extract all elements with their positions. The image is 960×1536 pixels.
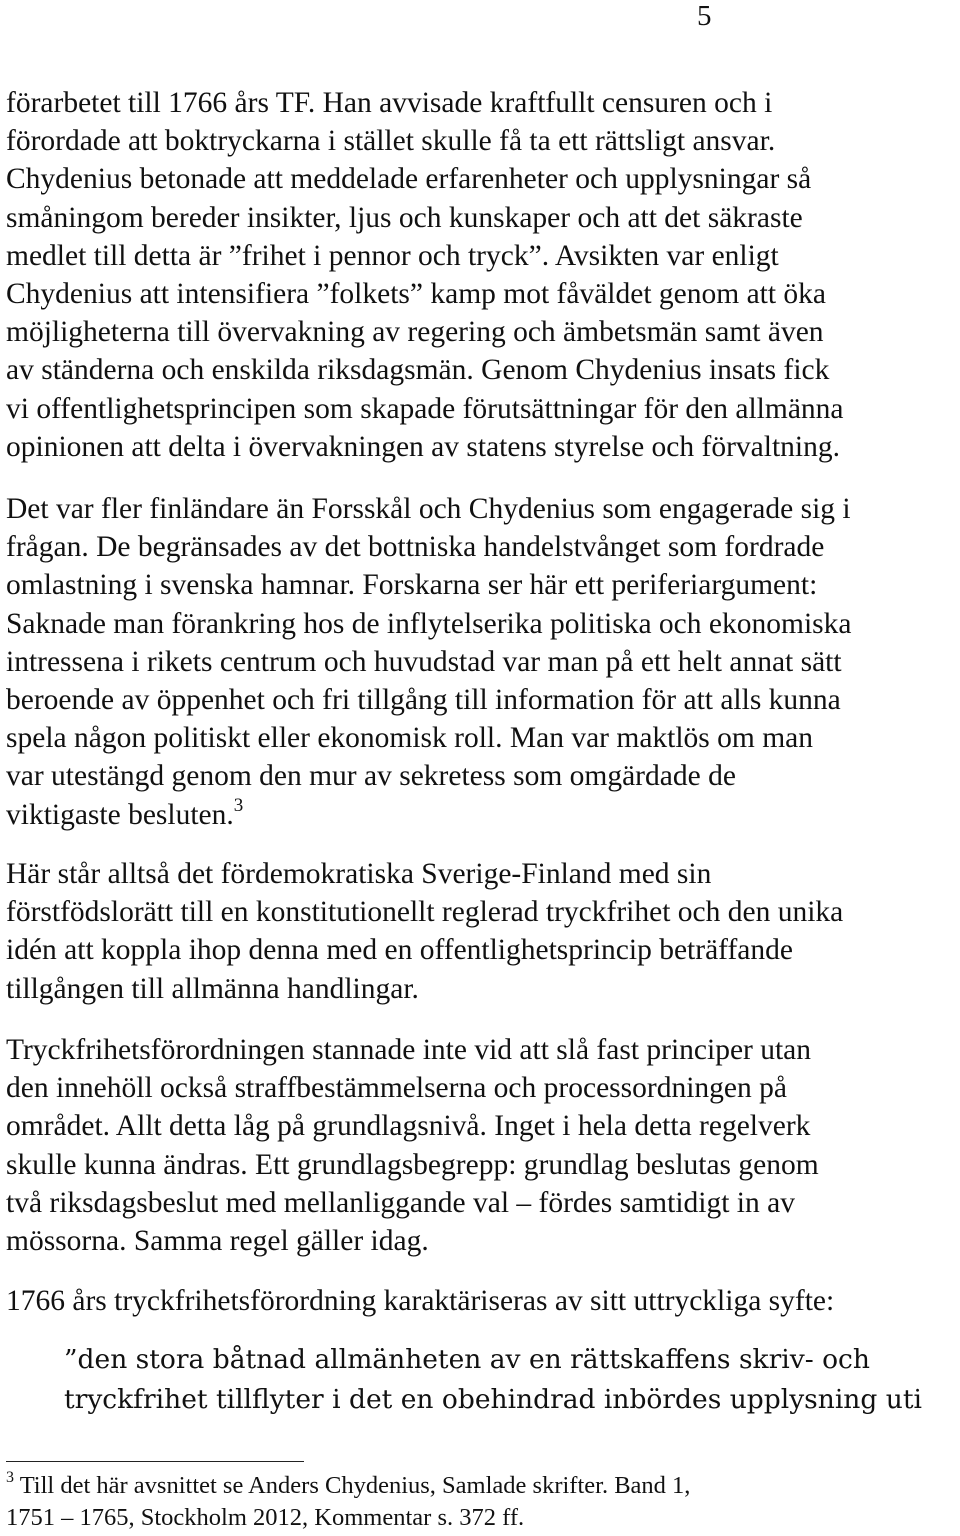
paragraph-line: skulle kunna ändras. Ett grundlagsbegrepp: grundlag beslutas genom [6,1148,819,1181]
paragraph-line: Tryckfrihetsförordningen stannade inte vid att slå fast principer utan [6,1034,812,1066]
paragraph-line: vi offentlighetsprincipen som skapade förutsättningar för den allmänna [6,392,844,425]
paragraph-line: mössorna. Samma regel gäller idag. [6,1224,429,1257]
paragraph-4 [6,1031,958,1260]
paragraph-line: omlastning i svenska hamnar. Forskarna ser här ett periferiargument: [6,569,818,602]
footnote-divider [6,1461,304,1462]
paragraph-5 [6,1282,958,1320]
footnote [6,1470,946,1534]
paragraph-line: frågan. De begränsades av det bottniska handelstvånget som fordrade [6,531,825,564]
paragraph-line: två riksdagsbeslut med mellanliggande val – fördes samtidigt in av [6,1186,795,1219]
paragraph-line: intressena i rikets centrum och huvudstad var man på ett helt annat sätt [6,645,842,678]
paragraph-line: av ständerna och enskilda riksdagsmän. Genom Chydenius insats fick [6,354,830,387]
footnote-line: 1751 – 1765, Stockholm 2012, Kommentar s. 372 ff. [6,1504,525,1531]
paragraph-line: idén att koppla ihop denna med en offentlighetsprincip beträffande [6,934,793,967]
quote-line: tryckfrihet tillflyter i det en obehindrad inbördes upplysning uti [64,1384,922,1415]
block-quote [64,1340,944,1420]
paragraph-line: förarbetet till 1766 års TF. Han avvisade kraftfullt censuren och i [6,87,773,119]
paragraph-line: området. Allt detta låg på grundlagsnivå. Inget i hela detta regelverk [6,1110,811,1143]
paragraph-line: småningom bereder insikter, ljus och kunskaper och att det säkraste [6,201,803,234]
paragraph-line: Saknade man förankring hos de inflytelserika politiska och ekonomiska [6,607,852,640]
paragraph-2 [6,490,958,834]
paragraph-line: Chydenius att intensifiera ”folkets” kamp mot fåväldet genom att öka [6,277,827,310]
paragraph-line: tillgången till allmänna handlingar. [6,972,419,1005]
paragraph-line: Här står alltså det fördemokratiska Sverige-Finland med sin [6,858,712,890]
paragraph-line: Chydenius betonade att meddelade erfarenheter och upplysningar så [6,163,812,196]
footnote-reference: 3 [233,794,244,816]
paragraph-line [6,796,958,834]
footnote-text: Till det här avsnittet se Anders Chydenius, Samlade skrifter. Band 1, [19,1472,691,1499]
paragraph-line: förstfödslorätt till en konstitutionellt reglerad tryckfrihet och den unika [6,896,844,929]
paragraph-line: beroende av öppenhet och fri tillgång till information för att alls kunna [6,683,841,716]
paragraph-line: medlet till detta är ”frihet i pennor och tryck”. Avsikten var enligt [6,239,779,272]
footnote-marker: 3 [6,1469,14,1486]
footnote-line [6,1470,946,1502]
paragraph-line: Det var fler finländare än Forsskål och Chydenius som engagerade sig i [6,493,851,525]
paragraph-line: 1766 års tryckfrihetsförordning karaktäriseras av sitt uttryckliga syfte: [6,1285,835,1317]
page-number: 5 [697,0,712,32]
paragraph-line: möjligheterna till övervakning av regering och ämbetsmän samt även [6,316,824,349]
quote-line: ”den stora båtnad allmänheten av en rättskaffens skriv- och [64,1344,870,1375]
paragraph-line: var utestängd genom den mur av sekretess som omgärdade de [6,760,736,793]
paragraph-text: viktigaste besluten. [6,798,234,831]
paragraph-3 [6,855,958,1008]
paragraph-line: den innehöll också straffbestämmelserna och processordningen på [6,1072,787,1105]
paragraph-line: opinionen att delta i övervakningen av statens styrelse och förvaltning. [6,430,840,463]
paragraph-line: spela någon politiskt eller ekonomisk roll. Man var maktlös om man [6,722,814,755]
paragraph-line: förordade att boktryckarna i stället skulle få ta ett rättsligt ansvar. [6,125,776,158]
paragraph-1 [6,84,958,466]
